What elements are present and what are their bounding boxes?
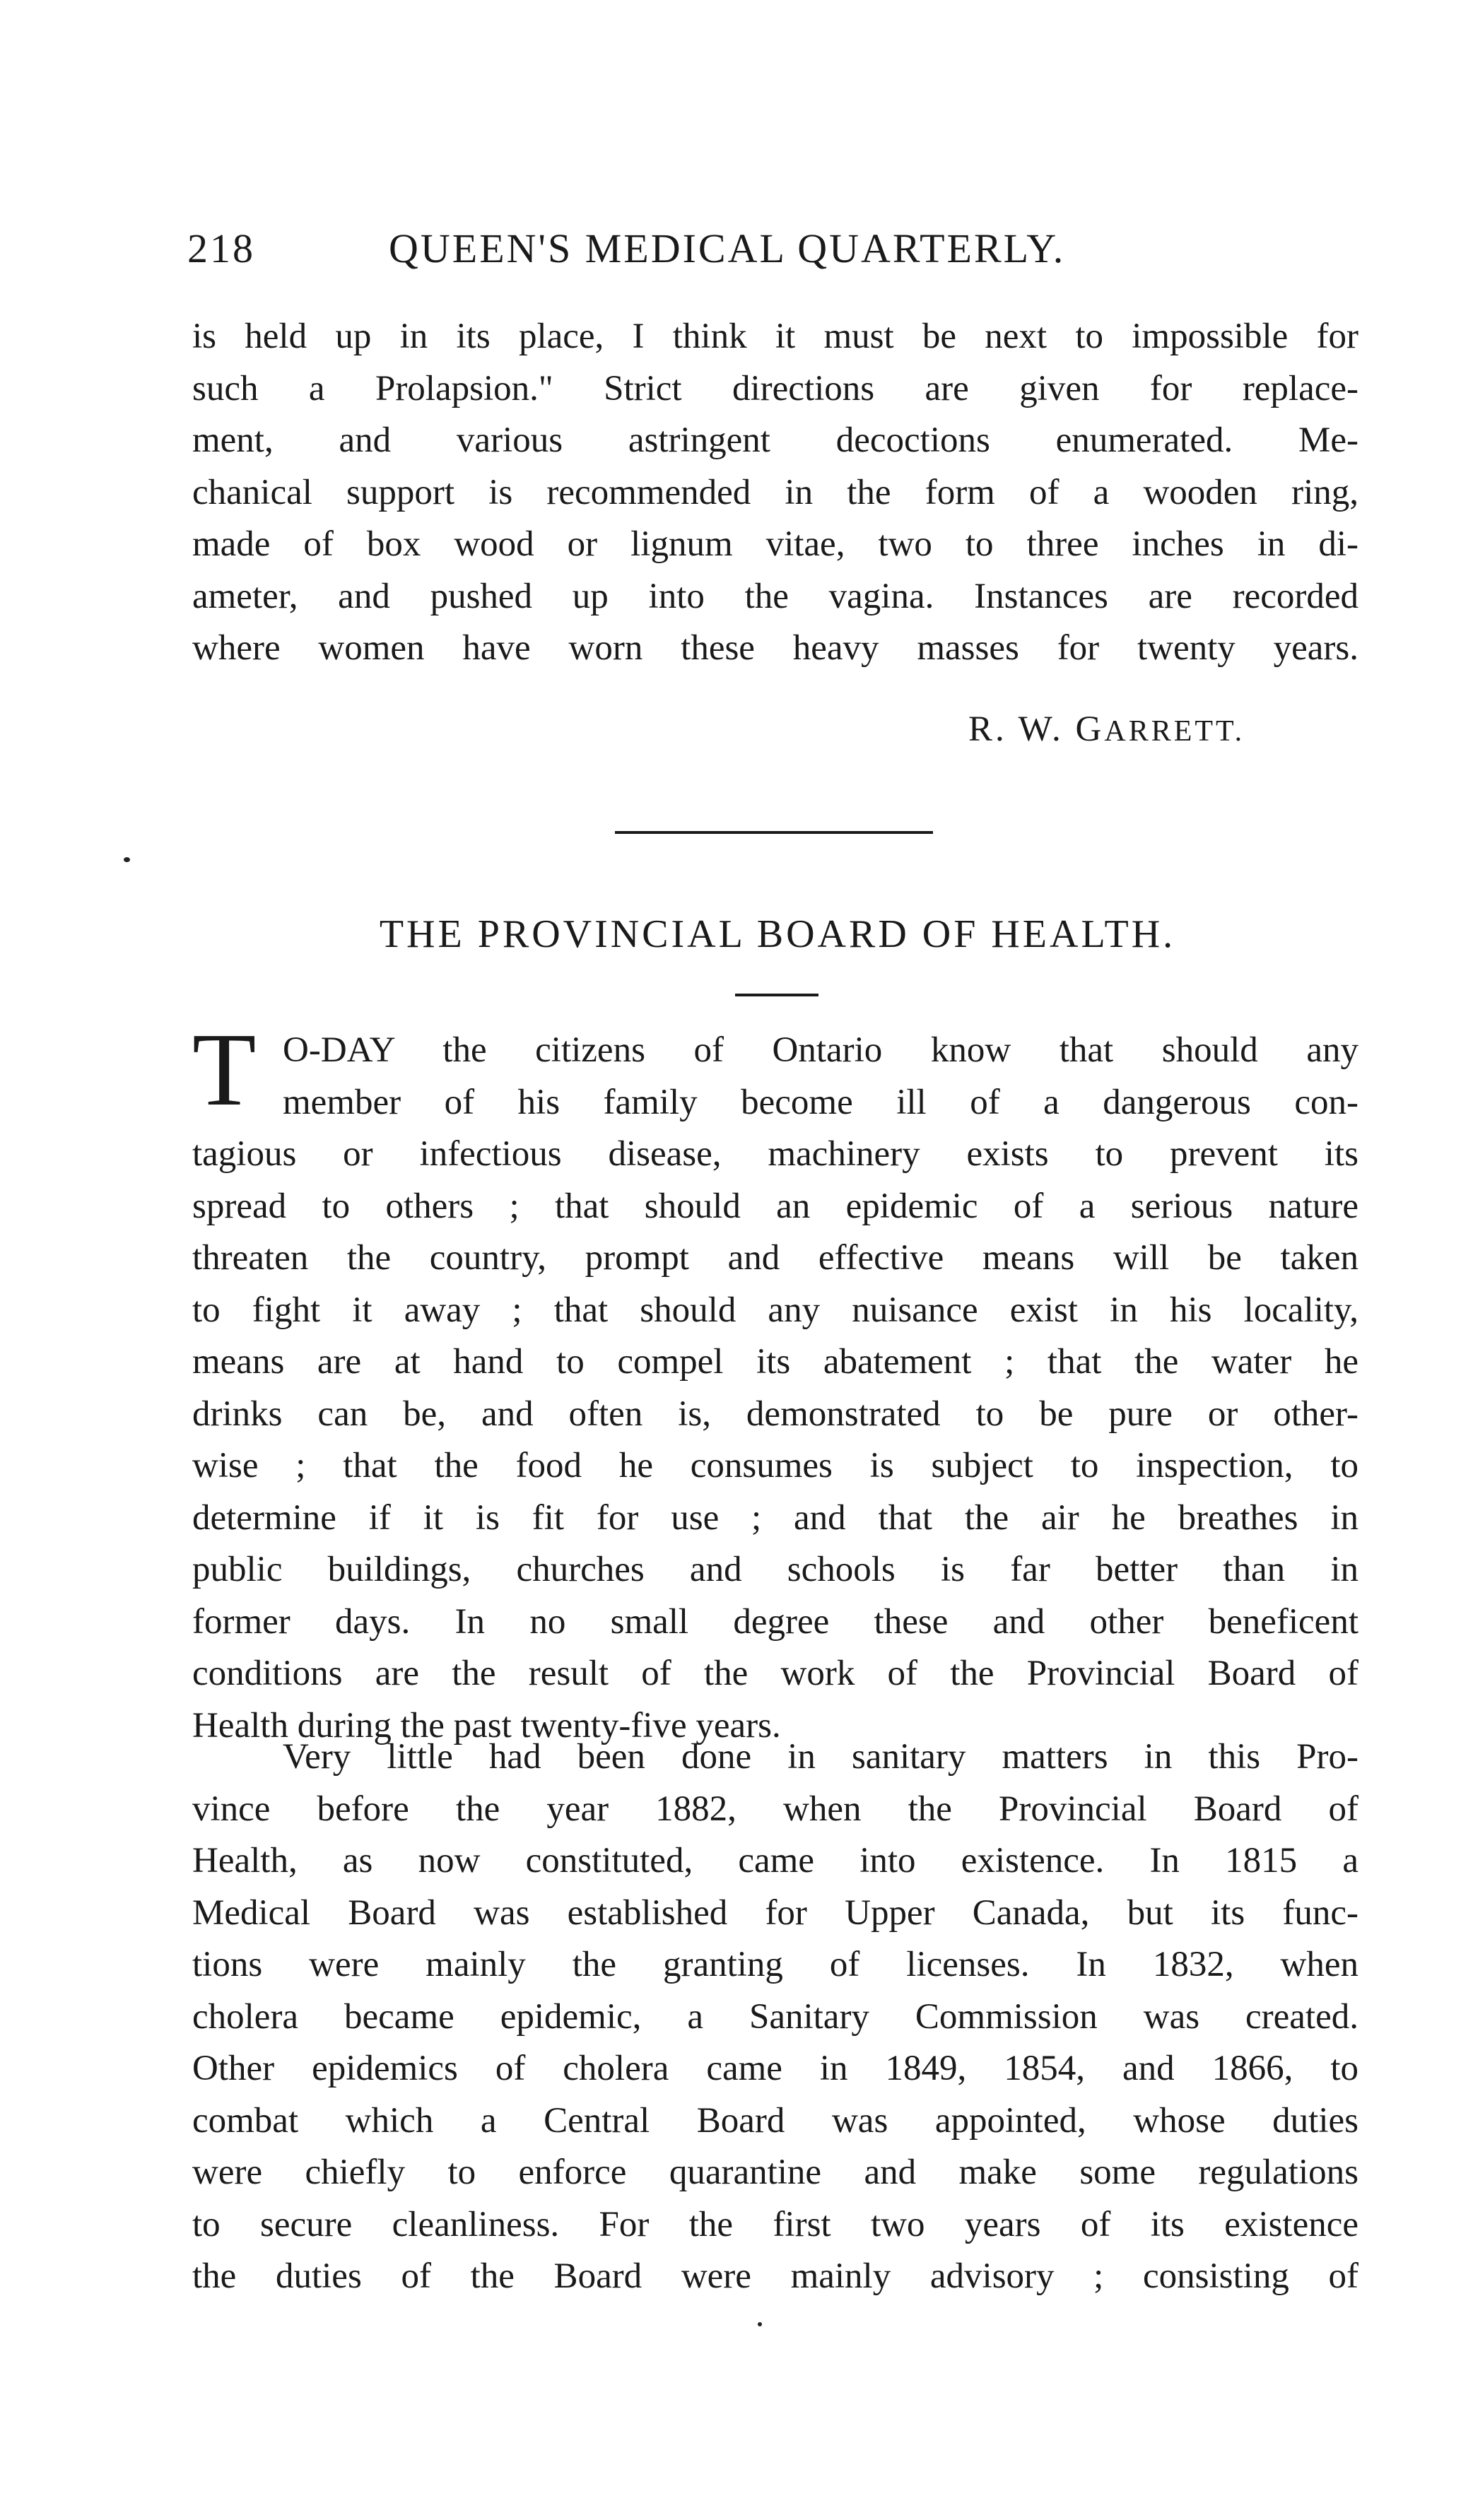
text-line: Health during the past twenty-five years. [192, 1705, 781, 1745]
text-line: threaten the country, prompt and effective means will be taken [192, 1238, 1358, 1278]
text-line: where women have worn these heavy masses for twenty years. [192, 628, 1358, 668]
text-line: to fight it away ; that should any nuisance exist in his locality, [192, 1290, 1358, 1330]
text-line: former days. In no small degree these and other beneficent [192, 1601, 1358, 1642]
text-line: the duties of the Board were mainly advisory ; consisting of [192, 2256, 1358, 2296]
text-line: were chiefly to enforce quarantine and make some regulations [192, 2153, 1358, 2192]
text-line: member of his family become ill of a dangerous con- [283, 1082, 1358, 1122]
text-line: drinks can be, and often is, demonstrated to be pure or other- [192, 1394, 1358, 1434]
drop-cap: T [192, 1012, 257, 1128]
title-rule [735, 994, 818, 996]
text-line: is held up in its place, I think it must be next to impossible for [192, 317, 1358, 356]
page-number: 218 [187, 225, 255, 271]
text-line: determine if it is fit for use ; and that the air he breathes in [192, 1497, 1358, 1538]
text-line: combat which a Central Board was appointed, whose duties [192, 2100, 1358, 2141]
text-line: wise ; that the food he consumes is subject to inspection, to [192, 1446, 1358, 1485]
print-speck [124, 857, 130, 862]
signature-initials: R. W. G [968, 710, 1105, 749]
continued-paragraph [192, 311, 1358, 675]
text-line: tagious or infectious disease, machinery exists to prevent its [192, 1134, 1358, 1174]
article-paragraph-1 [192, 1025, 1358, 1752]
text-line: made of box wood or lignum vitae, two to three inches in di- [192, 524, 1358, 564]
journal-title: QUEEN'S MEDICAL QUARTERLY. [389, 225, 1066, 271]
text-line: chanical support is recommended in the form of a wooden ring, [192, 472, 1358, 512]
text-line: means are at hand to compel its abatement ; that the water he [192, 1342, 1358, 1382]
text-line: spread to others ; that should an epidemic of a serious nature [192, 1186, 1358, 1226]
text-line: such a Prolapsion." Strict directions are given for replace- [192, 368, 1358, 408]
running-head [187, 225, 1163, 281]
text-line: ameter, and pushed up into the vagina. Instances are recorded [192, 576, 1358, 616]
section-divider [615, 831, 933, 834]
text-line: Very little had been done in sanitary matters in this Pro- [283, 1737, 1358, 1777]
text-line: to secure cleanliness. For the first two years of its existence [192, 2204, 1358, 2244]
author-signature [968, 709, 1245, 750]
text-line: vince before the year 1882, when the Provincial Board of [192, 1789, 1358, 1829]
text-line: tions were mainly the granting of licenses. In 1832, when [192, 1945, 1358, 1984]
text-line: ment, and various astringent decoctions enumerated. Me- [192, 420, 1358, 460]
text-line: Health, as now constituted, came into existence. In 1815 a [192, 1841, 1358, 1880]
signature-surname: ARRETT. [1104, 715, 1245, 748]
print-speck [758, 2322, 762, 2326]
text-line: cholera became epidemic, a Sanitary Commission was created. [192, 1996, 1358, 2037]
text-line: Other epidemics of cholera came in 1849, 1854, and 1866, to [192, 2049, 1358, 2088]
text-line: Medical Board was established for Upper Canada, but its func- [192, 1892, 1358, 1933]
text-line: O-DAY the citizens of Ontario know that should any [283, 1030, 1358, 1070]
text-line: conditions are the result of the work of the Provincial Board of [192, 1654, 1358, 1693]
article-title: THE PROVINCIAL BOARD OF HEALTH. [379, 912, 1176, 956]
text-line: public buildings, churches and schools is far better than in [192, 1550, 1358, 1589]
article-paragraph-2 [192, 1731, 1358, 2303]
